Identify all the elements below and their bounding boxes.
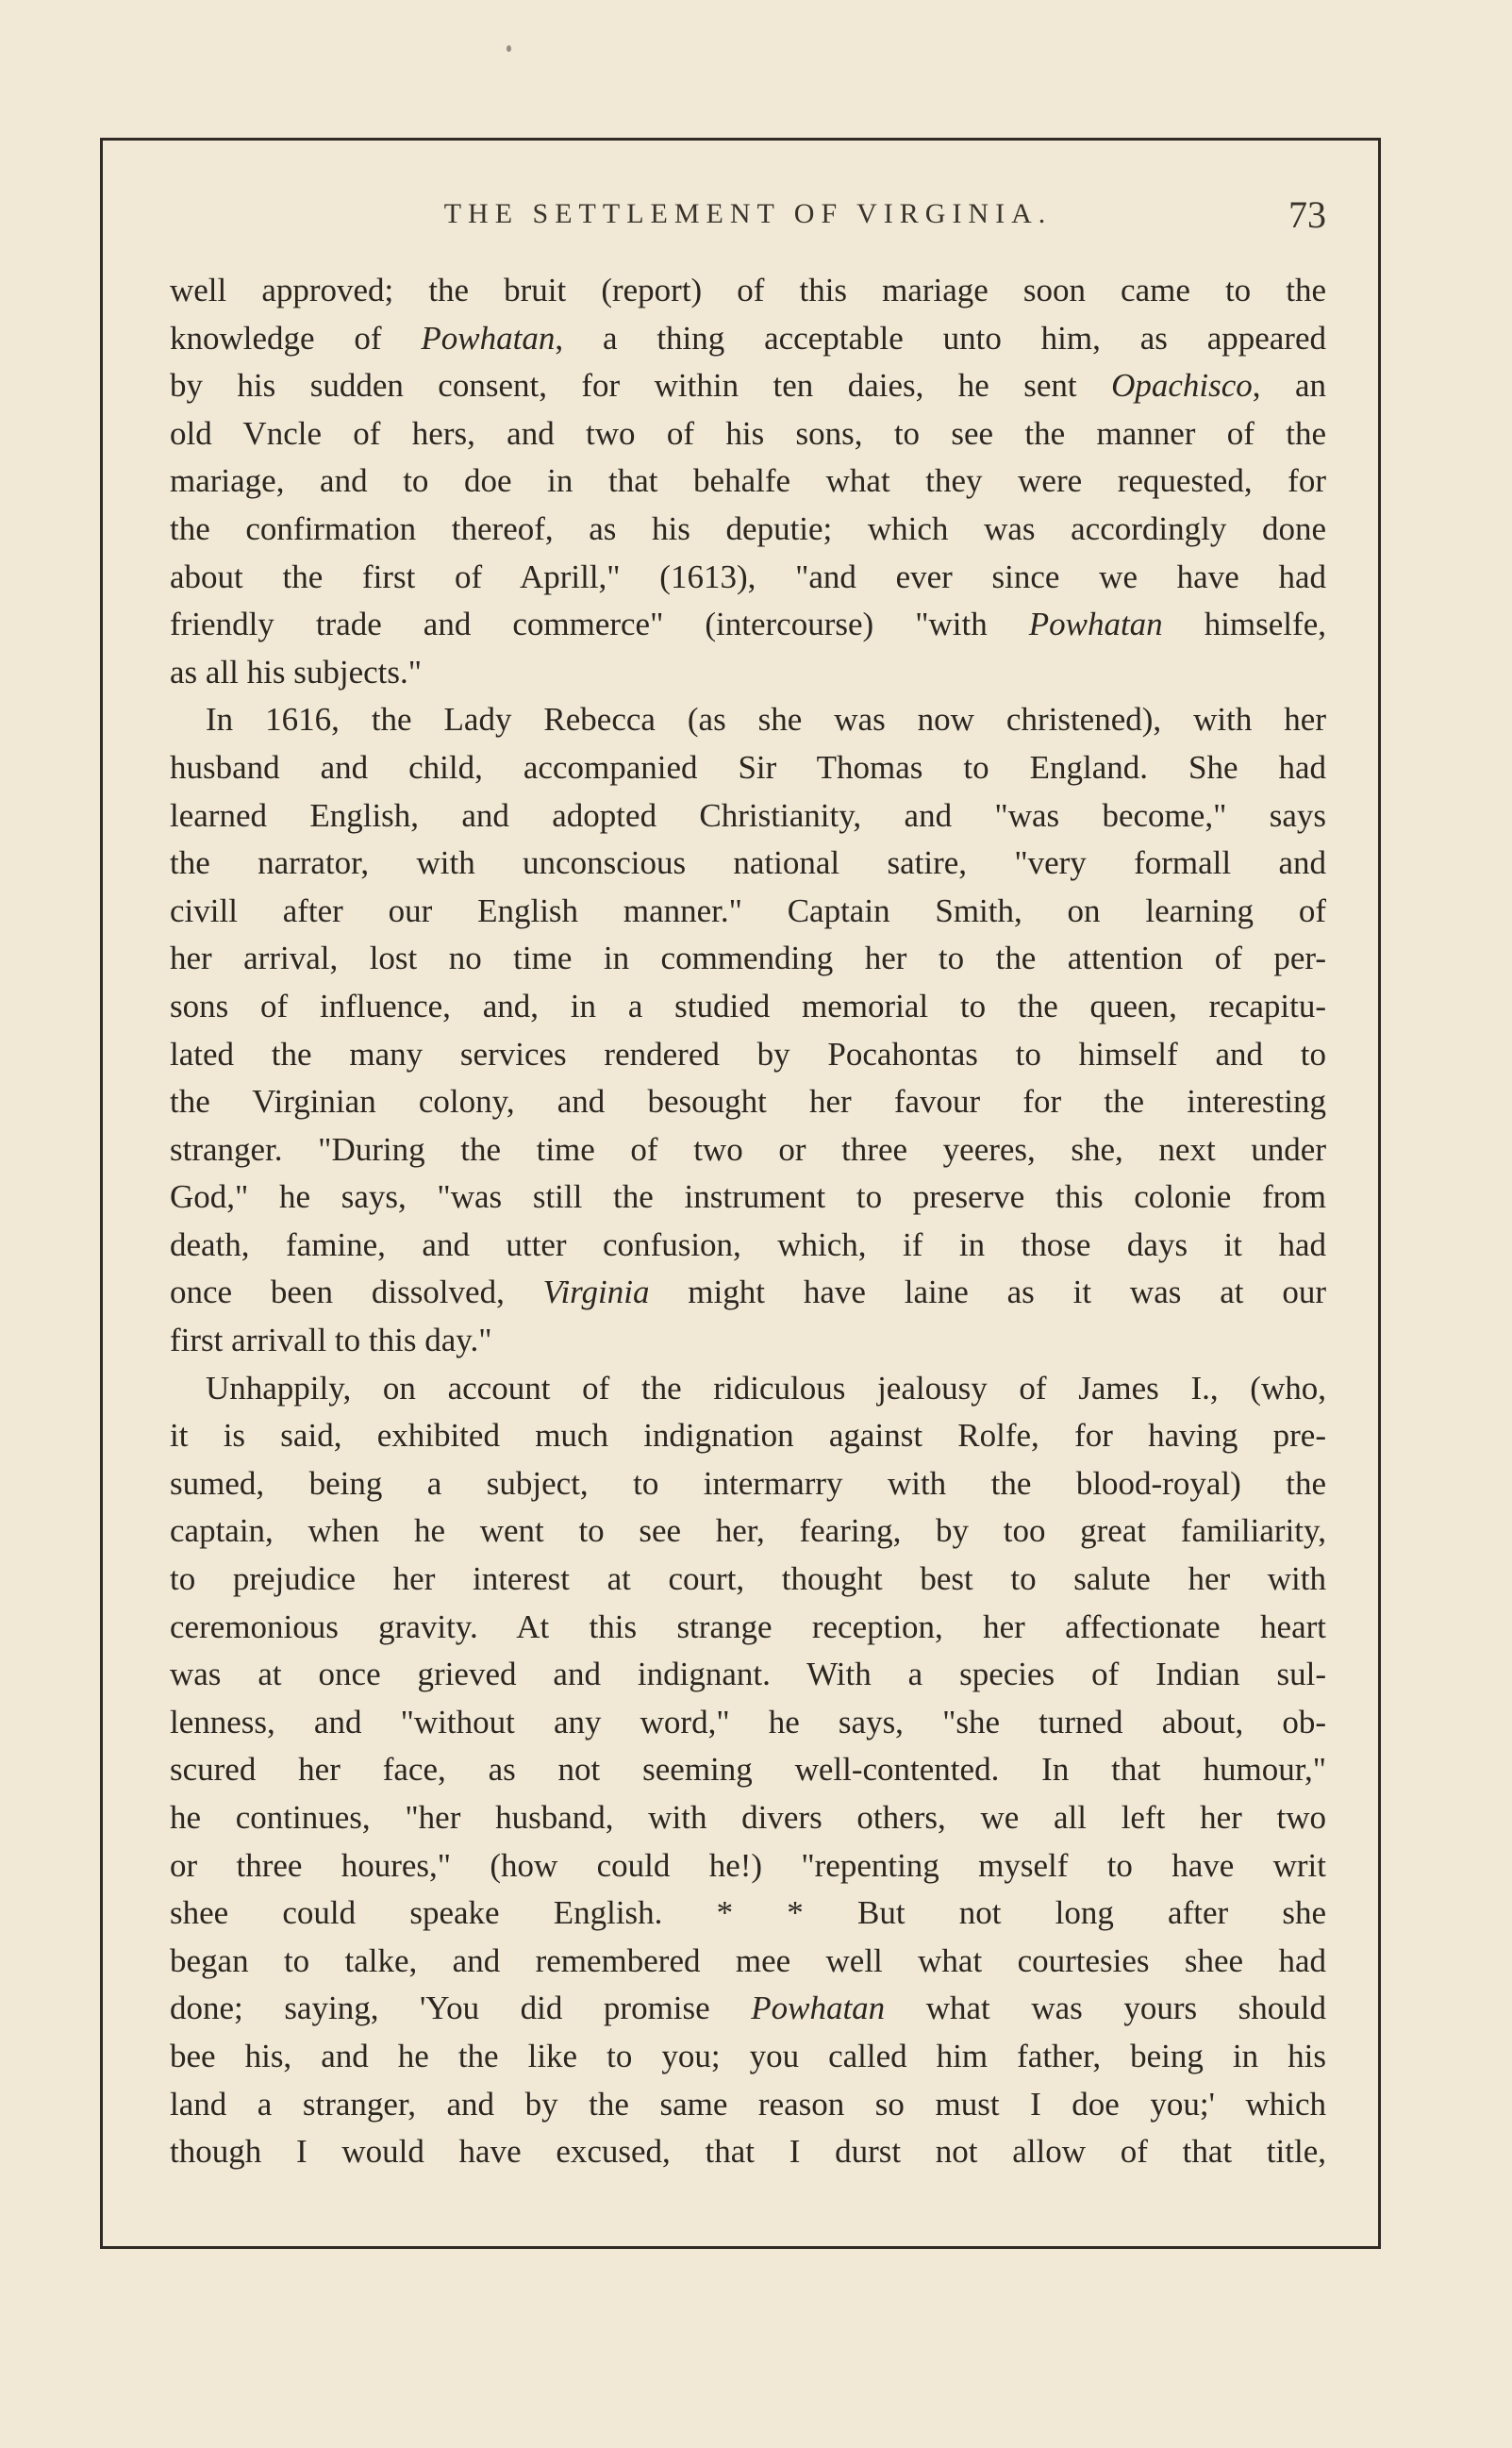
text-segment: done; saying, 'You did promise xyxy=(170,1990,752,2027)
italic-name: Powhatan xyxy=(751,1990,886,2027)
text-line xyxy=(170,1746,1326,1794)
text-segment: he continues, "her husband, with divers others, we all left her two xyxy=(170,1799,1326,1836)
text-line xyxy=(170,1842,1326,1890)
text-segment: captain, when he went to see her, fearing, by too great familiarity, xyxy=(170,1512,1326,1550)
text-line xyxy=(170,1222,1326,1270)
text-line xyxy=(170,1890,1326,1938)
text-segment: husband and child, accompanied Sir Thomas to England. She had xyxy=(170,748,1326,786)
text-segment: what was yours should xyxy=(885,1990,1326,2027)
text-segment: the confirmation thereof, as his deputie; which was accordingly done xyxy=(170,509,1326,547)
text-segment: lenness, and "without any word," he says, "she turned about, ob- xyxy=(170,1703,1326,1740)
text-line xyxy=(170,554,1326,602)
text-segment: scured her face, as not seeming well-contented. In that humour," xyxy=(170,1751,1326,1789)
text-segment: it is said, exhibited much indignation against Rolfe, for having pre- xyxy=(170,1417,1326,1455)
text-segment: land a stranger, and by the same reason so must I doe you;' which xyxy=(170,2085,1326,2123)
text-segment: well approved; the bruit (report) of this mariage soon came to the xyxy=(170,272,1326,308)
text-segment: stranger. "During the time of two or three yeeres, she, next under xyxy=(170,1130,1326,1168)
text-segment: might have laine as it was at our xyxy=(649,1274,1326,1311)
text-segment: lated the many services rendered by Pocahontas to himself and to xyxy=(170,1035,1326,1073)
text-segment: , a thing acceptable unto him, as appeared xyxy=(555,319,1326,357)
text-segment: about the first of Aprill," (1613), "and ever since we have had xyxy=(170,558,1326,595)
text-segment: as all his subjects." xyxy=(170,653,423,691)
text-segment: Unhappily, on account of the ridiculous jealousy of James I., (who, xyxy=(206,1369,1326,1407)
text-segment: knowledge of xyxy=(170,319,422,357)
text-line xyxy=(170,1269,1326,1317)
text-line xyxy=(170,601,1326,649)
text-segment: friendly trade and commerce" (intercourse) "with xyxy=(170,606,1029,643)
text-line xyxy=(170,1460,1326,1508)
text-line xyxy=(170,696,1326,744)
text-segment: shee could speake English. * * But not long after she xyxy=(170,1894,1326,1932)
text-line xyxy=(170,458,1326,506)
text-segment: In 1616, the Lady Rebecca (as she was now christened), with her xyxy=(206,701,1326,739)
text-segment: first arrivall to this day." xyxy=(170,1322,492,1359)
page-header xyxy=(170,185,1326,241)
text-segment: ceremonious gravity. At this strange reception, her affectionate heart xyxy=(170,1607,1326,1645)
page-number: 73 xyxy=(1288,193,1326,236)
text-segment: old Vncle of hers, and two of his sons, to see the manner of the xyxy=(170,414,1326,452)
text-line xyxy=(170,840,1326,888)
text-segment: mariage, and to doe in that behalfe what they were requested, for xyxy=(170,462,1326,500)
italic-name: Opachisco xyxy=(1111,367,1253,405)
italic-name: Powhatan xyxy=(421,319,556,357)
text-line xyxy=(170,888,1326,936)
text-line xyxy=(170,1938,1326,1986)
text-line xyxy=(170,1507,1326,1556)
text-segment: though I would have excused, that I durst not allow of that title, xyxy=(170,2133,1326,2171)
text-segment: God," he says, "was still the instrument to preserve this colonie from xyxy=(170,1178,1326,1216)
text-line xyxy=(170,1556,1326,1604)
text-line xyxy=(170,1174,1326,1222)
text-segment: learned English, and adopted Christianity, and "was become," says xyxy=(170,796,1326,834)
ink-speck xyxy=(507,45,511,52)
text-segment: himselfe, xyxy=(1162,606,1326,643)
text-segment: or three houres," (how could he!) "repenting myself to have writ xyxy=(170,1846,1326,1884)
italic-name: Virginia xyxy=(542,1274,650,1311)
italic-name: Powhatan xyxy=(1028,606,1163,643)
text-line xyxy=(170,1985,1326,2033)
running-title: THE SETTLEMENT OF VIRGINIA. xyxy=(443,198,1053,229)
text-line xyxy=(170,1604,1326,1652)
text-line xyxy=(170,1651,1326,1699)
text-segment: death, famine, and utter confusion, which, if in those days it had xyxy=(170,1225,1326,1263)
text-line xyxy=(170,1126,1326,1174)
text-line xyxy=(170,983,1326,1031)
text-segment: sumed, being a subject, to intermarry with the blood-royal) the xyxy=(170,1464,1326,1502)
text-line xyxy=(170,1031,1326,1079)
text-line xyxy=(170,744,1326,792)
text-segment: the Virginian colony, and besought her favour for the interesting xyxy=(170,1083,1326,1121)
text-segment: her arrival, lost no time in commending her to the attention of per- xyxy=(170,940,1326,977)
text-line xyxy=(170,315,1326,363)
text-segment: the narrator, with unconscious national satire, "very formall and xyxy=(170,844,1326,882)
text-line xyxy=(170,410,1326,458)
text-segment: civill after our English manner." Captain Smith, on learning of xyxy=(170,891,1326,929)
text-line xyxy=(170,1699,1326,1747)
text-line xyxy=(170,1412,1326,1460)
text-segment: was at once grieved and indignant. With a species of Indian sul- xyxy=(170,1656,1326,1693)
text-line xyxy=(170,792,1326,841)
text-segment: bee his, and he the like to you; you called him father, being in his xyxy=(170,2037,1326,2074)
text-segment: by his sudden consent, for within ten daies, he sent xyxy=(170,367,1112,405)
text-line xyxy=(170,506,1326,554)
text-line xyxy=(170,267,1326,315)
text-segment: once been dissolved, xyxy=(170,1274,543,1311)
text-line xyxy=(170,2128,1326,2176)
text-line xyxy=(170,1794,1326,1842)
text-segment: sons of influence, and, in a studied memorial to the queen, recapitu- xyxy=(170,987,1326,1024)
text-segment: , an xyxy=(1252,367,1326,405)
text-line xyxy=(170,2033,1326,2081)
text-line xyxy=(170,935,1326,983)
text-line xyxy=(170,1317,1326,1365)
text-line xyxy=(170,1365,1326,1413)
text-segment: began to talke, and remembered mee well what courtesies shee had xyxy=(170,1941,1326,1979)
text-line xyxy=(170,649,1326,697)
text-segment: to prejudice her interest at court, thought best to salute her with xyxy=(170,1560,1326,1598)
text-line xyxy=(170,2081,1326,2129)
text-line xyxy=(170,1078,1326,1126)
body-text xyxy=(170,267,1326,2176)
text-line xyxy=(170,362,1326,410)
